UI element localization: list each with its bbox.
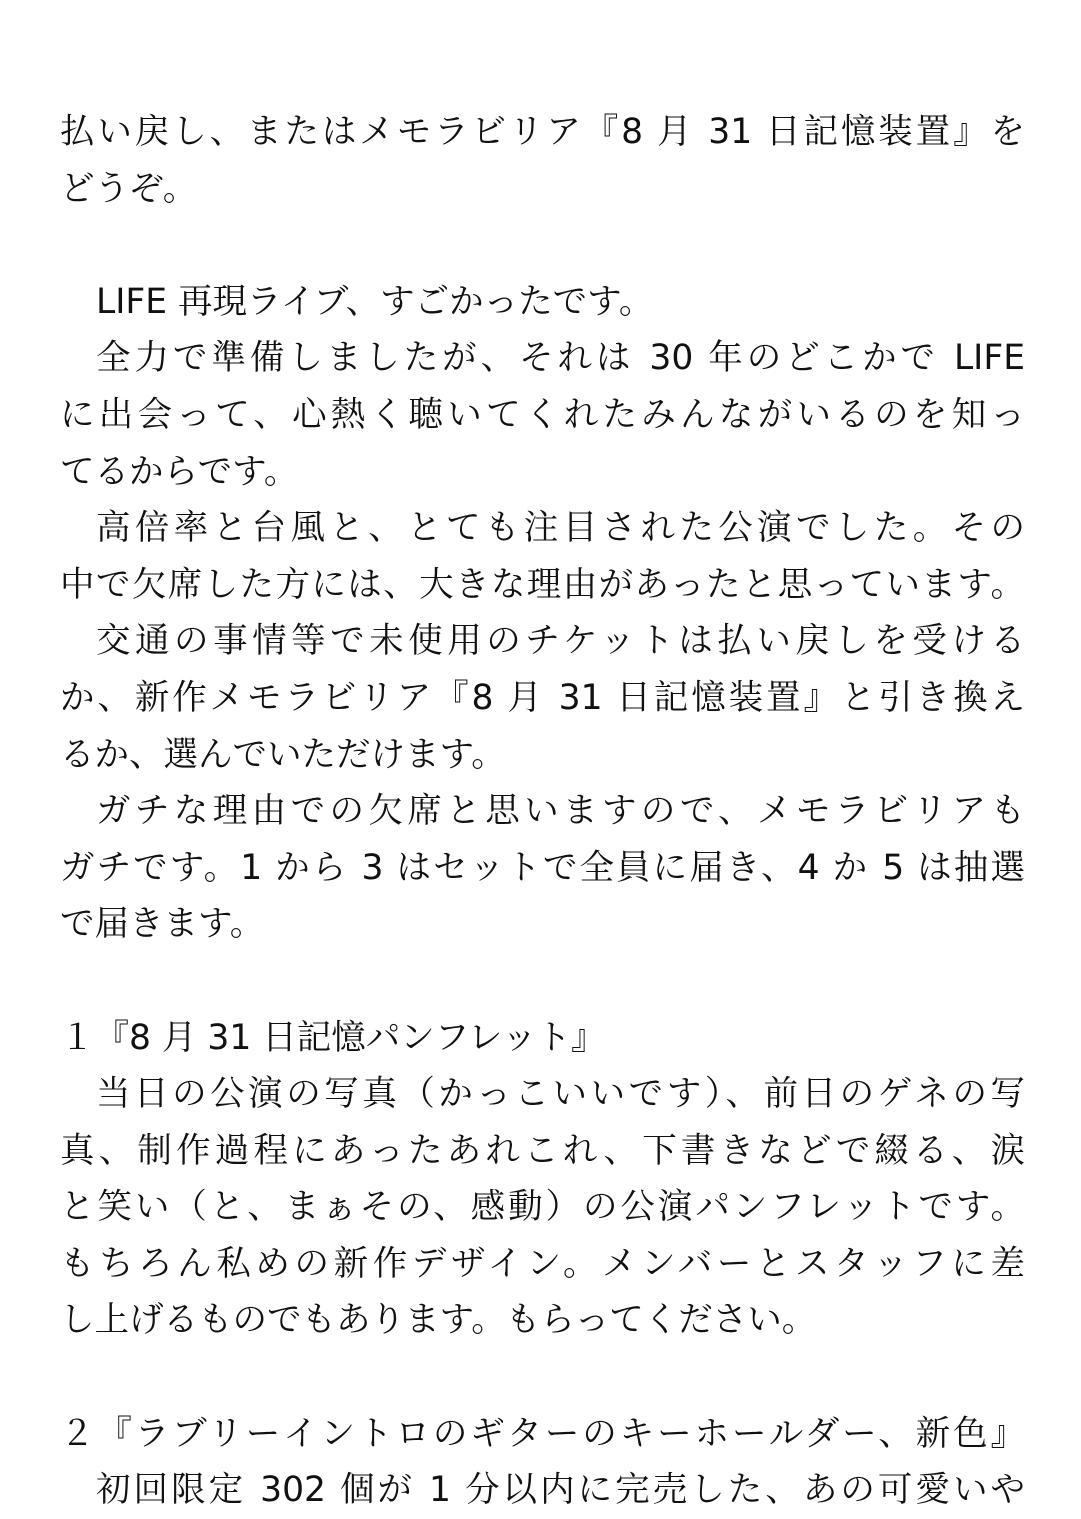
text-line: 全力で準備しましたが、それは 30 年のどこかで LIFE bbox=[96, 338, 1025, 379]
section-heading: １『8 月 31 日記憶パンフレット』 bbox=[60, 1017, 606, 1058]
blank-line bbox=[60, 217, 1025, 274]
text-line: ガチな理由での欠席と思いますので、メモラビリアも bbox=[96, 791, 1025, 832]
text-line: LIFE 再現ライブ、すごかったです。 bbox=[96, 281, 654, 322]
document-body bbox=[60, 104, 1025, 1519]
text-line: と笑い（と、まぁその、感動）の公演パンフレットです。 bbox=[60, 1187, 1025, 1228]
text-line: ガチです。1 から 3 はセットで全員に届き、4 か 5 は抽選 bbox=[60, 847, 1025, 888]
text-line: 交通の事情等で未使用のチケットは払い戻しを受ける bbox=[96, 621, 1025, 662]
blank-line bbox=[60, 953, 1025, 1010]
text-line: か、新作メモラビリア『8 月 31 日記憶装置』と引き換え bbox=[60, 677, 1025, 718]
text-line: に出会って、心熱く聴いてくれたみんながいるのを知っ bbox=[60, 394, 1025, 435]
text-line: 払い戻し、またはメモラビリア『8 月 31 日記憶装置』を bbox=[60, 112, 1025, 152]
text-line: どうぞ。 bbox=[60, 168, 198, 209]
text-line: 初回限定 302 個が 1 分以内に完売した、あの可愛いや bbox=[96, 1470, 1025, 1511]
blank-line bbox=[60, 1349, 1025, 1406]
text-line: てるからです。 bbox=[60, 451, 299, 492]
text-line: もちろん私めの新作デザイン。メンバーとスタッフに差 bbox=[60, 1243, 1025, 1284]
text-line: 真、制作過程にあったあれこれ、下書きなどで綴る、涙 bbox=[60, 1130, 1025, 1171]
text-line: 当日の公演の写真（かっこいいです）、前日のゲネの写 bbox=[96, 1074, 1025, 1115]
text-line: るか、選んでいただけます。 bbox=[60, 734, 506, 775]
text-line: 中で欠席した方には、大きな理由があったと思っています。 bbox=[60, 564, 1025, 605]
text-line: で届きます。 bbox=[60, 904, 265, 945]
section-heading: ２『ラブリーイントロのギターのキーホールダー、新色』 bbox=[60, 1413, 1025, 1454]
text-line: 高倍率と台風と、とても注目された公演でした。その bbox=[96, 508, 1025, 549]
text-line: し上げるものでもあります。もらってください。 bbox=[60, 1300, 817, 1341]
